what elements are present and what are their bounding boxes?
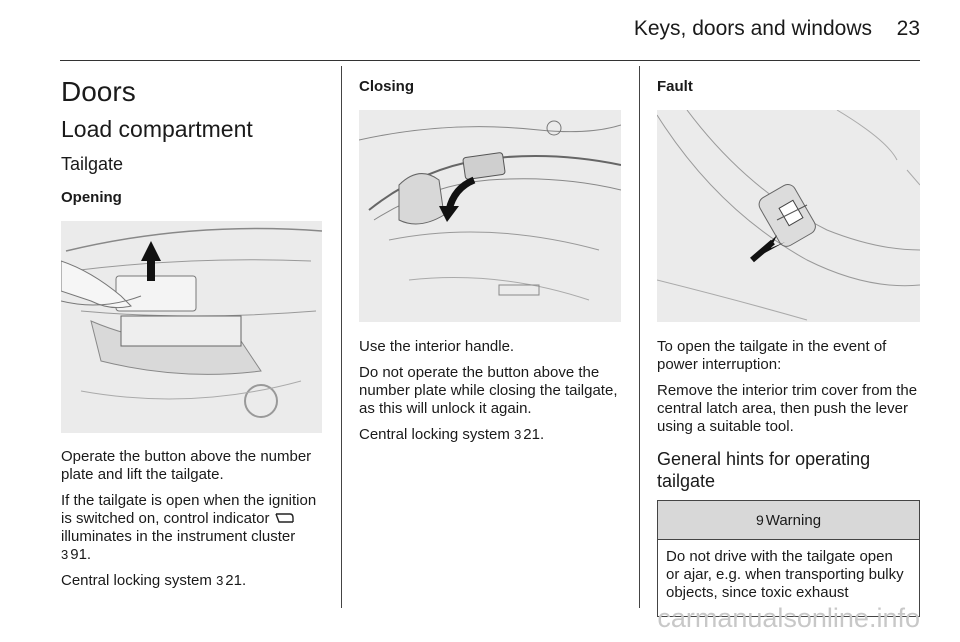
reference-icon: 3 (514, 427, 522, 442)
subtopic-title: Closing (359, 78, 414, 95)
paragraph: To open the tailgate in the event of power interruption: (657, 338, 887, 373)
warning-box (657, 500, 920, 617)
warning-header: 9 Warning (658, 501, 919, 540)
column-divider (639, 66, 640, 608)
column-2 (359, 66, 624, 444)
paragraph: If the tailgate is open when the ignition is switched on, control indicator illuminates in the instrument cluster 3 91. (61, 492, 317, 563)
paragraph: Remove the interior trim cover from the central latch area, then push the lever using a suitable tool. (657, 382, 918, 435)
paragraph: Operate the button above the number plate and lift the tailgate. (61, 448, 312, 483)
warning-triangle-icon: 9 (755, 512, 764, 528)
paragraph: Central locking system 3 21. (61, 572, 247, 589)
column-3 (657, 66, 920, 617)
subtopic-title: Fault (657, 78, 693, 95)
column-divider (341, 66, 342, 608)
tailgate-opening-illustration (61, 221, 322, 433)
subtopic-title: Opening (61, 189, 122, 206)
paragraph: Do not operate the button above the number plate while closing the tailgate, as this will unlock it again. (359, 364, 618, 417)
column-1 (61, 66, 329, 590)
tailgate-closing-illustration (359, 110, 621, 322)
section-title: Doors (61, 76, 136, 107)
topic-title: General hints for operating tailgate (657, 449, 871, 491)
header-title: Keys, doors and windows (633, 17, 872, 40)
reference-icon: 3 (61, 547, 69, 562)
reference-icon: 3 (216, 573, 224, 588)
paragraph: Central locking system 3 21. (359, 426, 545, 443)
page-number: 23 (896, 17, 920, 40)
topic-title: Tailgate (61, 154, 124, 174)
paragraph: Use the interior handle. (359, 338, 515, 355)
tailgate-fault-illustration (657, 110, 920, 322)
warning-text: Do not drive with the tailgate open or ajar, e.g. when transporting bulky objects, since toxic exhaust (666, 548, 904, 601)
watermark: carmanualsonline.info (657, 603, 920, 633)
tailgate-open-indicator-icon (274, 512, 294, 524)
subsection-title: Load compartment (61, 116, 253, 142)
header-rule (60, 60, 920, 61)
